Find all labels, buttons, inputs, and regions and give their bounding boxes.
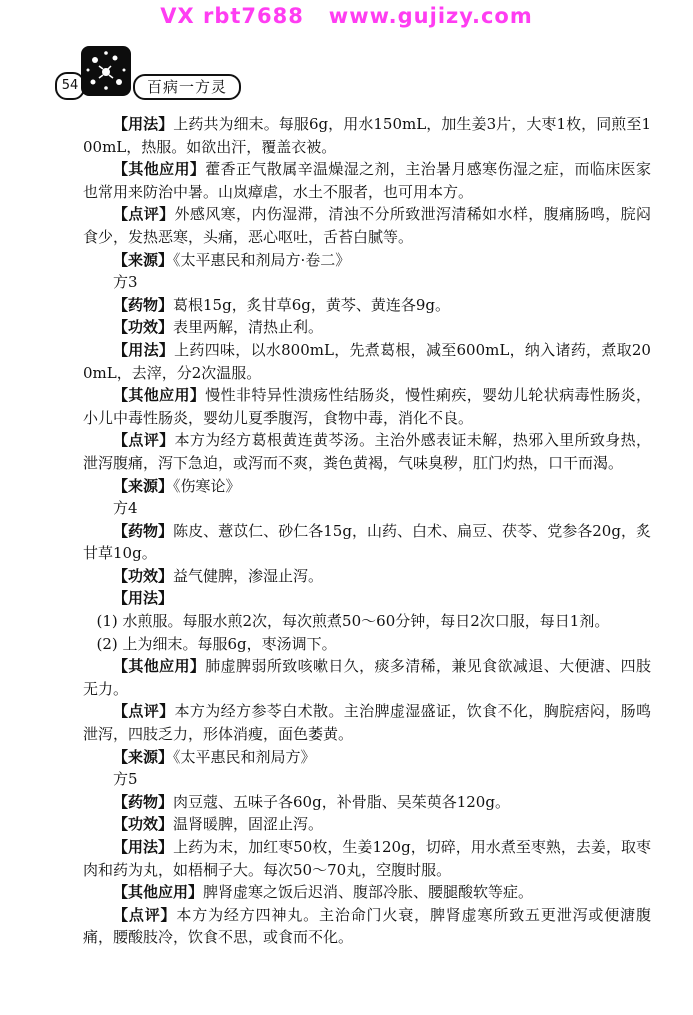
section-label: 【来源】 [113,476,174,495]
text-paragraph [83,565,651,588]
text-paragraph [83,746,651,769]
text-paragraph [83,904,651,949]
section-label: 【药物】 [113,295,174,314]
text-paragraph [83,158,651,203]
paragraph-text: 陈皮、薏苡仁、砂仁各15g，山药、白术、扁豆、茯苓、党参各20g，炙甘草10g。 [83,521,651,563]
paragraph-text: 本方为经方葛根黄连黄芩汤。主治外感表证未解，热邪入里所致身热，泄泻腹痛，泻下急迫，或泻而不爽，粪色黄褐，气味臭秽，肛门灼热，口干而渴。 [83,431,651,472]
section-label: 【用法】 [113,838,174,856]
paragraph-text: (1) 水煎服。每服水煎2次，每次煎煮50～60分钟，每日2次口服，每日1剂。 [96,612,610,631]
section-label: 【用法】 [113,115,174,133]
paragraph-text: 方4 [113,499,138,518]
paragraph-text: 上药共为细末。每服6g，用水150mL，加生姜3片，大枣1枚，同煎至100mL，热服。如欲出汗，覆盖衣被。 [83,115,651,156]
text-paragraph [83,587,651,610]
page-number: 54 [55,72,85,100]
section-label: 【点评】 [113,205,175,224]
paragraph-text: 温肾暖脾，固涩止泻。 [173,815,324,834]
paragraph-text: (2) 上为细末。每服6g，枣汤调下。 [96,634,337,653]
text-paragraph [83,836,651,881]
text-paragraph [83,768,651,791]
paragraph-text: 葛根15g，炙甘草6g，黄芩、黄连各9g。 [173,295,450,314]
paragraph-text: 《太平惠民和剂局方》 [173,747,316,766]
section-label: 【功效】 [113,815,174,834]
paragraph-text: 《太平惠民和剂局方·卷二》 [173,250,351,269]
paragraph-text: 慢性非特异性溃疡性结肠炎，慢性痢疾，婴幼儿轮状病毒性肠炎，小儿中毒性肠炎，婴幼儿夏季腹泻，食物中毒，消化不良。 [83,386,651,427]
text-paragraph [83,497,651,520]
text-paragraph [83,610,651,633]
text-paragraph [83,249,651,272]
paragraph-text: 肉豆蔻、五味子各60g，补骨脂、吴茱萸各120g。 [173,792,510,811]
section-label: 【药物】 [113,792,174,811]
section-label: 【点评】 [113,431,175,450]
paragraph-text: 《伤寒论》 [173,476,241,495]
section-label: 【来源】 [113,250,174,269]
section-label: 【功效】 [113,318,174,337]
text-paragraph [83,813,651,836]
section-label: 【药物】 [113,521,174,540]
text-paragraph [83,203,651,248]
paragraph-text: 方5 [113,770,138,789]
paragraph-text: 脾肾虚寒之饭后迟消、腹部冷胀、腰腿酸软等症。 [203,883,534,902]
section-label: 【其他应用】 [113,386,206,405]
text-paragraph [83,520,651,565]
paragraph-text: 外感风寒，内伤湿滞，清浊不分所致泄泻清稀如水样，腹痛肠鸣，脘闷食少，发热恶寒，头痛，恶心呕吐，舌苔白腻等。 [83,205,651,246]
text-paragraph [83,700,651,745]
section-label: 【点评】 [113,905,177,924]
section-label: 【其他应用】 [113,160,206,179]
paragraph-text: 藿香正气散属辛温燥湿之剂，主治暑月感寒伤湿之症，而临床医家也常用来防治中暑。山岚瘴虐，水土不服者，也可用本方。 [83,160,651,201]
paragraph-text: 方3 [113,273,138,292]
text-paragraph [83,881,651,904]
text-paragraph [83,475,651,498]
paragraph-text: 本方为经方四神丸。主治命门火衰，脾肾虚寒所致五更泄泻或便溏腹痛，腰酸肢冷，饮食不思，或食而不化。 [83,905,651,947]
text-paragraph [83,791,651,814]
text-paragraph [83,655,651,700]
text-paragraph [83,316,651,339]
section-label: 【点评】 [113,702,175,721]
paragraph-text: 益气健脾，渗湿止泻。 [173,566,324,585]
paragraph-text: 上药四味，以水800mL，先煮葛根，减至600mL，纳入诸药，煮取200mL，去滓，分2次温服。 [83,340,651,382]
section-label: 【其他应用】 [113,883,204,902]
page-body [83,113,651,949]
section-label: 【其他应用】 [113,657,206,676]
text-paragraph [83,271,651,294]
book-logo-icon [81,46,131,96]
watermark-text: VX rbt7688 www.gujizy.com [160,4,533,28]
section-label: 【用法】 [113,589,174,608]
text-paragraph [83,339,651,384]
page-header [55,44,295,104]
text-paragraph [83,294,651,317]
paragraph-text: 肺虚脾弱所致咳嗽日久，痰多清稀，兼见食欲减退、大便溏、四肢无力。 [83,657,651,698]
text-paragraph [83,113,651,158]
text-paragraph [83,633,651,656]
text-paragraph [83,384,651,429]
paragraph-text: 上药为末，加红枣50枚，生姜120g，切碎，用水煮至枣熟，去姜，取枣肉和药为丸，如梧桐子大。每次50～70丸，空腹时服。 [83,838,651,879]
section-label: 【用法】 [113,340,175,359]
paragraph-text: 本方为经方参苓白术散。主治脾虚湿盛证，饮食不化，胸脘痞闷，肠鸣泄泻，四肢乏力，形体消瘦，面色萎黄。 [83,702,651,744]
section-label: 【功效】 [113,566,174,585]
book-title: 百病一方灵 [133,74,241,100]
paragraph-text: 表里两解，清热止利。 [173,318,324,337]
section-label: 【来源】 [113,747,174,766]
text-paragraph [83,429,651,474]
